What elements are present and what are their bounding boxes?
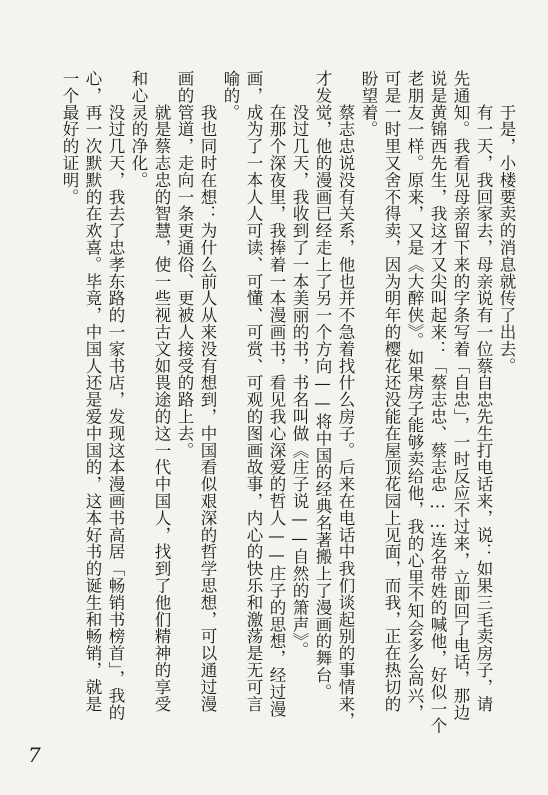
page-number: 7 bbox=[28, 743, 41, 767]
text-column: 在那个深夜里，我捧着一本漫画书，看见我心深爱的哲人——庄子的思想，经过漫 bbox=[267, 70, 286, 718]
text-column: 没过几天，我收到了一本美丽的书，书名叫做《庄子说——自然的箫声》。 bbox=[290, 70, 309, 659]
text-column: 才发觉，他的漫画已经走上了另一个方向——将中国的经典名著搬上了漫画的舞台。 bbox=[313, 70, 332, 701]
text-column: 就是蔡志忠的智慧，使一些视古文如畏途的这一代中国人，找到了他们精神的享受 bbox=[152, 70, 171, 713]
text-column: 于是，小楼要卖的消息就传了出去。 bbox=[497, 70, 516, 375]
text-column: 喻的。 bbox=[221, 70, 240, 121]
text-column: 老朋友一样。原来，又是《大醉侠》。如果房子能够卖给他，我的心里不知会多么高兴， bbox=[405, 70, 424, 721]
text-column: 有一天，我回家去，母亲说有一位蔡自忠先生打电话来，说：如果三毛卖房子，请 bbox=[474, 70, 493, 713]
text-column: 一个最好的证明。 bbox=[60, 70, 79, 206]
text-column: 蔡志忠说没有关系，他也并不急着找什么房子。后来在电话中我们谈起别的事情来， bbox=[336, 70, 355, 730]
text-column: 说是黄锦西先生，我这才又尖叫起来：「蔡志忠、蔡志忠……连名带姓的喊他，好似一个 bbox=[428, 70, 447, 735]
text-column: 和心灵的净化。 bbox=[129, 70, 148, 189]
text-column: 没过几天，我去了忠孝东路的一家书店，发现这本漫画书高居「畅销书榜首」，我的 bbox=[106, 70, 125, 721]
text-column: 可是一时里又舍不得卖，因为明年的樱花还没能在屋顶花园上见面，而我，正在热切的 bbox=[382, 70, 401, 713]
text-column: 画的管道，走向一条更通俗、更被人接受的路上去。 bbox=[175, 70, 194, 459]
text-column: 画，成为了一本人人可读、可懂、可赏、可观的图画故事，内心的快乐和激荡是无可言 bbox=[244, 70, 263, 713]
text-column: 先通知。我看见母亲留下来的字条写着「自忠」，一时反应不过来，立即回了电话，那边 bbox=[451, 70, 470, 721]
text-column: 盼望着。 bbox=[359, 70, 378, 138]
text-column: 心，再一次默默的在欢喜。毕竟，中国人还是爱中国的，这本好书的诞生和畅销，就是 bbox=[83, 70, 102, 713]
text-column: 我也同时在想：为什么前人从来没有想到，中国看似艰深的哲学思想，可以通过漫 bbox=[198, 70, 217, 713]
